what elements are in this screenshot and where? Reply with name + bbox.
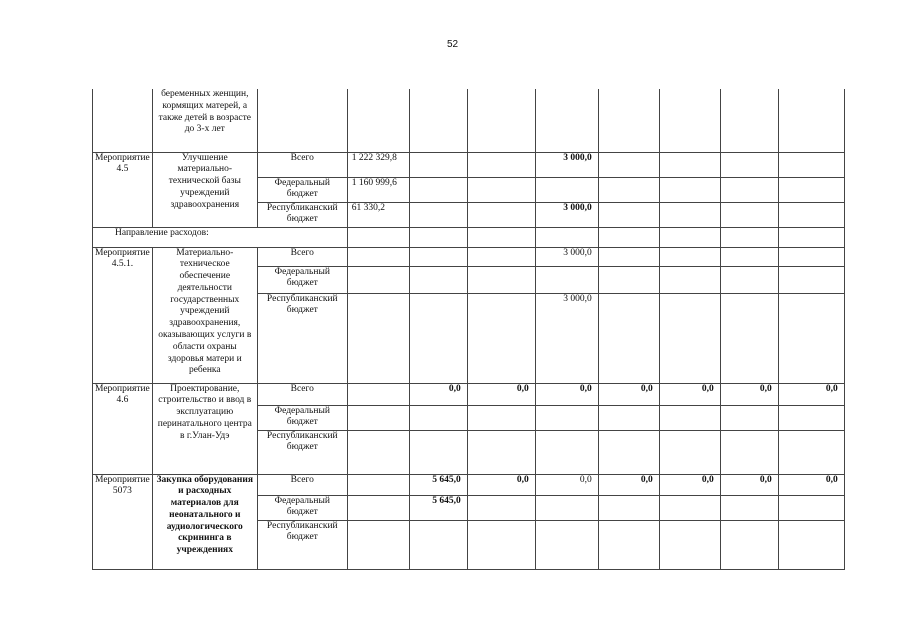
value-cell <box>598 177 659 202</box>
table-row <box>93 474 845 495</box>
value-cell: 0,0 <box>778 383 844 405</box>
value-cell <box>409 227 467 247</box>
value-cell <box>598 520 659 569</box>
source-cell: Всего <box>257 383 347 405</box>
value-cell <box>778 293 844 383</box>
value-cell <box>467 177 535 202</box>
value-cell <box>467 266 535 293</box>
value-cell <box>535 227 598 247</box>
value-cell: 3 000,0 <box>535 152 598 177</box>
value-cell <box>720 266 778 293</box>
table-row <box>93 383 845 405</box>
direction-label: Направление расходов: <box>93 227 348 247</box>
value-cell <box>409 266 467 293</box>
value-cell <box>659 495 720 520</box>
value-cell: 1 222 329,8 <box>347 152 409 177</box>
value-cell <box>467 152 535 177</box>
value-cell <box>347 266 409 293</box>
value-cell: 1 160 999,6 <box>347 177 409 202</box>
value-cell <box>409 152 467 177</box>
value-cell: 0,0 <box>778 474 844 495</box>
value-cell <box>409 247 467 266</box>
value-cell <box>720 520 778 569</box>
value-cell <box>598 89 659 152</box>
value-cell <box>659 152 720 177</box>
value-cell <box>659 293 720 383</box>
value-cell <box>778 405 844 430</box>
value-cell <box>720 89 778 152</box>
value-cell <box>778 266 844 293</box>
value-cell <box>409 405 467 430</box>
value-cell <box>659 266 720 293</box>
name-cell: беременных женщин, кормящих матерей, а также детей в возрасте до 3-х лет <box>152 89 257 152</box>
table-row <box>93 89 845 152</box>
value-cell <box>598 405 659 430</box>
value-cell <box>409 293 467 383</box>
value-cell <box>778 152 844 177</box>
value-cell <box>778 202 844 227</box>
value-cell: 3 000,0 <box>535 293 598 383</box>
source-cell: Федеральный бюджет <box>257 405 347 430</box>
value-cell <box>467 89 535 152</box>
value-cell: 0,0 <box>598 383 659 405</box>
source-cell: Республиканский бюджет <box>257 202 347 227</box>
value-cell <box>347 405 409 430</box>
source-cell: Республиканский бюджет <box>257 293 347 383</box>
name-cell: Материально-техническое обеспечение деятельности государственных учреждений здравоохранения, оказывающих услуги в области охраны здоровья матери и ребенка <box>152 247 257 383</box>
value-cell <box>598 430 659 474</box>
value-cell <box>347 383 409 405</box>
value-cell <box>598 293 659 383</box>
table-row <box>93 227 845 247</box>
value-cell <box>409 89 467 152</box>
value-cell <box>347 520 409 569</box>
code-cell <box>93 89 153 152</box>
value-cell <box>659 227 720 247</box>
source-cell: Республиканский бюджет <box>257 430 347 474</box>
value-cell <box>598 202 659 227</box>
value-cell <box>778 89 844 152</box>
value-cell <box>598 152 659 177</box>
value-cell <box>659 177 720 202</box>
value-cell <box>720 495 778 520</box>
value-cell <box>467 247 535 266</box>
value-cell <box>778 520 844 569</box>
value-cell <box>720 430 778 474</box>
value-cell: 0,0 <box>409 383 467 405</box>
table-row <box>93 152 845 177</box>
value-cell <box>347 495 409 520</box>
value-cell <box>535 430 598 474</box>
value-cell <box>347 227 409 247</box>
value-cell <box>467 430 535 474</box>
value-cell <box>347 474 409 495</box>
value-cell <box>720 202 778 227</box>
value-cell <box>535 405 598 430</box>
value-cell <box>467 405 535 430</box>
code-cell: Мероприятие 4.5 <box>93 152 153 227</box>
value-cell: 61 330,2 <box>347 202 409 227</box>
value-cell <box>659 430 720 474</box>
value-cell <box>467 227 535 247</box>
value-cell <box>720 177 778 202</box>
value-cell <box>535 177 598 202</box>
value-cell: 0,0 <box>659 474 720 495</box>
value-cell: 0,0 <box>720 383 778 405</box>
value-cell: 0,0 <box>598 474 659 495</box>
value-cell: 0,0 <box>535 383 598 405</box>
name-cell: Улучшение материально-технической базы учреждений здравоохранения <box>152 152 257 227</box>
source-cell: Всего <box>257 152 347 177</box>
value-cell: 0,0 <box>467 383 535 405</box>
source-cell: Федеральный бюджет <box>257 177 347 202</box>
value-cell <box>778 177 844 202</box>
value-cell <box>659 89 720 152</box>
value-cell <box>720 247 778 266</box>
value-cell: 3 000,0 <box>535 247 598 266</box>
value-cell: 0,0 <box>720 474 778 495</box>
value-cell <box>598 247 659 266</box>
source-cell: Республиканский бюджет <box>257 520 347 569</box>
value-cell <box>467 293 535 383</box>
value-cell <box>467 495 535 520</box>
value-cell <box>778 495 844 520</box>
value-cell <box>720 227 778 247</box>
table-row <box>93 247 845 266</box>
value-cell: 0,0 <box>467 474 535 495</box>
value-cell <box>535 89 598 152</box>
value-cell <box>535 520 598 569</box>
name-cell: Проектирование, строительство и ввод в эксплуатацию перинатального центра в г.Улан-Удэ <box>152 383 257 474</box>
value-cell <box>720 293 778 383</box>
value-cell <box>778 247 844 266</box>
source-cell: Федеральный бюджет <box>257 495 347 520</box>
value-cell <box>720 152 778 177</box>
value-cell: 3 000,0 <box>535 202 598 227</box>
budget-table <box>92 89 845 570</box>
value-cell <box>720 405 778 430</box>
value-cell <box>347 89 409 152</box>
code-cell: Мероприятие 4.6 <box>93 383 153 474</box>
value-cell <box>409 202 467 227</box>
code-cell: Мероприятие 5073 <box>93 474 153 569</box>
value-cell <box>409 430 467 474</box>
value-cell: 0,0 <box>659 383 720 405</box>
value-cell <box>467 202 535 227</box>
value-cell: 5 645,0 <box>409 495 467 520</box>
value-cell <box>598 227 659 247</box>
value-cell <box>659 520 720 569</box>
value-cell <box>409 520 467 569</box>
value-cell: 0,0 <box>535 474 598 495</box>
value-cell <box>467 520 535 569</box>
value-cell <box>659 405 720 430</box>
value-cell <box>778 430 844 474</box>
value-cell <box>347 293 409 383</box>
name-cell: Закупка оборудования и расходных материалов для неонатального и аудиологического скрининга в учреждениях <box>152 474 257 569</box>
value-cell <box>535 495 598 520</box>
source-cell: Всего <box>257 474 347 495</box>
page-number: 52 <box>446 39 459 50</box>
source-cell <box>257 89 347 152</box>
value-cell <box>535 266 598 293</box>
source-cell: Федеральный бюджет <box>257 266 347 293</box>
value-cell <box>409 177 467 202</box>
value-cell <box>347 247 409 266</box>
value-cell <box>598 495 659 520</box>
value-cell <box>598 266 659 293</box>
value-cell <box>778 227 844 247</box>
value-cell: 5 645,0 <box>409 474 467 495</box>
value-cell <box>347 430 409 474</box>
source-cell: Всего <box>257 247 347 266</box>
code-cell: Мероприятие 4.5.1. <box>93 247 153 383</box>
value-cell <box>659 247 720 266</box>
value-cell <box>659 202 720 227</box>
